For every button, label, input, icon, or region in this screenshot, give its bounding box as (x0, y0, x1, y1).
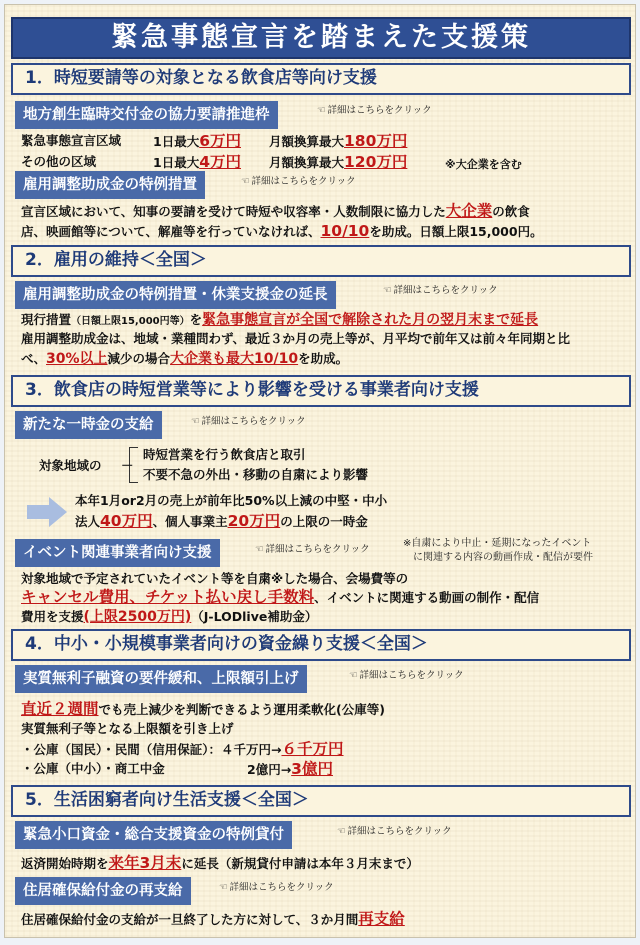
section-3-heading: 3．飲食店の時短営業等により影響を受ける事業者向け支援 (11, 375, 631, 407)
section-4-sub: 実質無利子融資の要件緩和、上限額引上げ (15, 665, 307, 693)
row-emergency-area: 緊急事態宣言区域 (21, 133, 122, 148)
large-company-note: ※大企業を含む (445, 158, 522, 171)
detail-link-8[interactable]: ☜ 詳細はこちらをクリック (219, 882, 334, 893)
detail-link-7[interactable]: ☜ 詳細はこちらをクリック (337, 826, 452, 837)
flyer-page: 緊急事態宣言を踏まえた支援策 1．時短要請等の対象となる飲食店等向け支援 地方創生臨時交付金の協力要請推進枠 ☜ 詳細はこちらをクリック 緊急事態宣言区域 1日最大6万円 月額換算最大180万円 その他の区域 1日最大4万円 月額換算最大120万円 ※大企業を含む 雇用調整助成金の特例措置 ☜ 詳細はこちらをクリック 宣言区域において、知事の要請を受けて時短や収容率・人数制限に協力した大企業の飲食 店、映画館等について、解雇等を行っていなければ、10/10を助成。日額上限15,000円。 2．雇用の維持＜全国＞ 雇用調整助成金の特例措置・休業支援金の延長 ☜ 詳細はこちらをクリック 現行措置（日額上限15,000円等）を緊急事態宣言が全国で解除された月の翌月末まで延長 雇用調整助成金は、地域・業種問わず、最近３か月の売上等が、月平均で前年又は前々年同期と比 べ、30%以上減少の場合大企業も最大10/10を助成。 3．飲食店の時短営業等により影響を受ける事業者向け支援 新たな一時金の支給 ☜ 詳細はこちらをクリック 対象地域の － 時短営業を行う飲食店と取引 不要不急の外出・移動の自粛により影響 本年1月or2月の売上が前年比50%以上減の中堅・中小 法人40万円、個人事業主20万円の上限の一時金 イベント関連事業者向け支援 ☜ 詳細はこちらをクリック ※自粛により中止・延期になったイベント に関連する内容の動画作成・配信が要件 対象地域で予定されていたイベント等を自粛※した場合、会場費等の キャンセル費用、チケット払い戻し手数料、イベントに関連する動画の制作・配信 費用を支援(上限2500万円)（J-LODlive補助金） 4．中小・小規模事業者向けの資金繰り支援＜全国＞ 実質無利子融資の要件緩和、上限額引上げ ☜ 詳細はこちらをクリック 直近２週間でも売上減少を判断できるよう運用柔軟化(公庫等) 実質無利子等となる上限額を引き上げ ・公庫（国民）・民間（信用保証）：４千万円→６千万円 ・公庫（中小）・商工中金 2億円→3億円 5．生活困窮者向け生活支援＜全国＞ 緊急小口資金・総合支援資金の特例貸付 ☜ 詳細はこちらをクリック 返済開始時期を来年3月末に延長（新規貸付申請は本年３月末まで） 住居確保給付金の再支給 ☜ 詳細はこちらをクリック 住居確保給付金の支給が一旦終了した方に対して、３か月間再支給 (4, 4, 636, 938)
pointing-hand-icon: ☜ (191, 416, 200, 427)
pointing-hand-icon: ☜ (349, 670, 358, 681)
section-3-sub-2: イベント関連事業者向け支援 (15, 539, 220, 567)
row-other-area: その他の区域 (21, 154, 97, 169)
detail-link-4[interactable]: ☜ 詳細はこちらをクリック (191, 416, 306, 427)
section-3-sub-1: 新たな一時金の支給 (15, 411, 162, 439)
section-1-sub-1: 地方創生臨時交付金の協力要請推進枠 (15, 101, 278, 129)
page-title: 緊急事態宣言を踏まえた支援策 (11, 17, 631, 59)
detail-link-6[interactable]: ☜ 詳細はこちらをクリック (349, 670, 464, 681)
pointing-hand-icon: ☜ (255, 544, 264, 555)
pointing-hand-icon: ☜ (337, 826, 346, 837)
section-2-heading: 2．雇用の維持＜全国＞ (11, 245, 631, 277)
target-area-label: 対象地域の (39, 458, 102, 473)
detail-link-3[interactable]: ☜ 詳細はこちらをクリック (383, 285, 498, 296)
section-2-sub: 雇用調整助成金の特例措置・休業支援金の延長 (15, 281, 336, 309)
pointing-hand-icon: ☜ (241, 176, 250, 187)
section-5-sub-1: 緊急小口資金・総合支援資金の特例貸付 (15, 821, 292, 849)
pointing-hand-icon: ☜ (317, 105, 326, 116)
detail-link-5[interactable]: ☜ 詳細はこちらをクリック (255, 544, 370, 555)
right-arrow-icon (27, 497, 67, 527)
pointing-hand-icon: ☜ (383, 285, 392, 296)
section-5-sub-2: 住居確保給付金の再支給 (15, 877, 191, 905)
section-1-heading: 1．時短要請等の対象となる飲食店等向け支援 (11, 63, 631, 95)
section-1-sub-2: 雇用調整助成金の特例措置 (15, 171, 205, 199)
section-5-heading: 5．生活困窮者向け生活支援＜全国＞ (11, 785, 631, 817)
detail-link-1[interactable]: ☜ 詳細はこちらをクリック (317, 105, 432, 116)
section-4-heading: 4．中小・小規模事業者向けの資金繰り支援＜全国＞ (11, 629, 631, 661)
detail-link-2[interactable]: ☜ 詳細はこちらをクリック (241, 176, 356, 187)
pointing-hand-icon: ☜ (219, 882, 228, 893)
